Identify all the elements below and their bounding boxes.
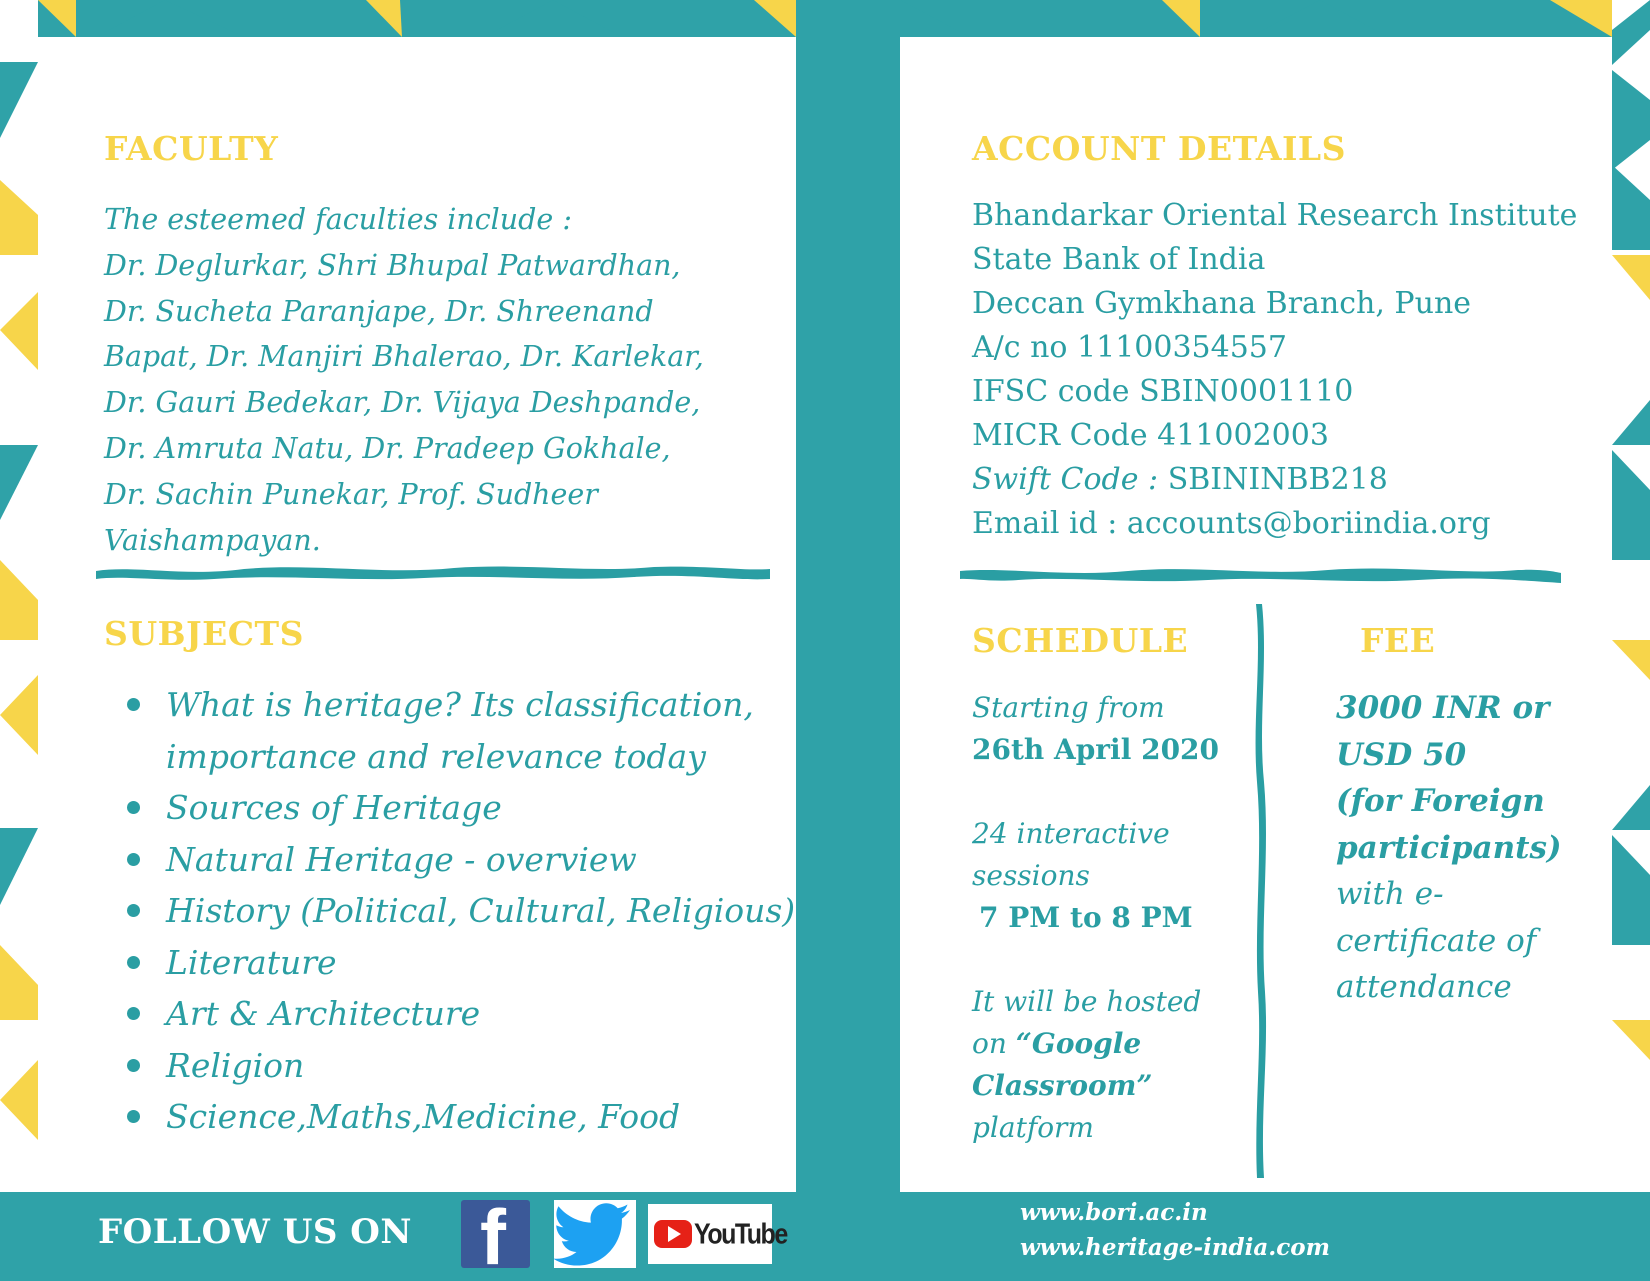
faculty-text — [104, 197, 744, 563]
follow-us-label: FOLLOW US ON — [98, 1212, 412, 1252]
list-item: What is heritage? Its classification, importance and relevance today — [96, 679, 796, 782]
fee-line: USD 50 — [1336, 736, 1467, 773]
schedule-sessions-line: sessions — [972, 859, 1090, 892]
twitter-icon[interactable] — [554, 1200, 636, 1268]
list-item: History (Political, Cultural, Religious) — [96, 885, 796, 937]
fee-details — [1336, 685, 1576, 1011]
facebook-glyph: f — [480, 1193, 506, 1281]
brush-divider — [958, 559, 1563, 589]
list-item: Sources of Heritage — [96, 782, 796, 834]
subjects-heading: SUBJECTS — [104, 614, 304, 653]
schedule-time: 7 PM to 8 PM — [979, 901, 1193, 934]
account-email: Email id : accounts@boriindia.org — [972, 506, 1491, 541]
fee-line: participants) — [1336, 829, 1562, 866]
brush-divider — [94, 557, 774, 587]
list-item: Religion — [96, 1040, 796, 1092]
fee-line: with e- — [1336, 876, 1444, 912]
faculty-line: The esteemed faculties include : — [104, 203, 572, 236]
twitter-bird-icon — [554, 1200, 636, 1268]
account-swift — [972, 458, 1577, 502]
schedule-hosted-line: platform — [972, 1111, 1094, 1144]
swift-value: SBININBB218 — [1167, 462, 1388, 497]
account-micr: MICR Code 411002003 — [972, 418, 1329, 453]
faculty-line: Dr. Sachin Punekar, Prof. Sudheer — [104, 477, 598, 511]
account-branch: Deccan Gymkhana Branch, Pune — [972, 286, 1472, 321]
bori-website-link[interactable]: www.bori.ac.in — [1020, 1199, 1208, 1226]
account-number: A/c no 11100354557 — [972, 330, 1287, 365]
right-panel — [900, 37, 1612, 1192]
schedule-hosted-line: Classroom” — [972, 1069, 1153, 1102]
bullet-icon — [127, 801, 140, 814]
fee-line: certificate of — [1336, 922, 1537, 959]
faculty-line: Vaishampayan. — [104, 523, 321, 557]
faculty-line: Dr. Deglurkar, Shri Bhupal Patwardhan, — [104, 248, 681, 282]
faculty-line: Dr. Gauri Bedekar, Dr. Vijaya Deshpande, — [104, 386, 701, 420]
schedule-heading: SCHEDULE — [972, 621, 1189, 660]
fee-line: attendance — [1336, 969, 1512, 1005]
bullet-icon — [127, 1007, 140, 1020]
fee-heading: FEE — [1360, 621, 1436, 660]
account-details — [972, 194, 1577, 546]
schedule-start-label: Starting from — [972, 691, 1165, 724]
schedule-hosted-line: on “Google — [972, 1027, 1142, 1060]
account-ifsc: IFSC code SBIN0001110 — [972, 374, 1354, 409]
vertical-brush-divider — [1250, 602, 1276, 1182]
bullet-icon — [127, 1110, 140, 1123]
fee-line: 3000 INR or — [1336, 690, 1550, 726]
heritage-website-link[interactable]: www.heritage-india.com — [1020, 1234, 1330, 1261]
bullet-icon — [127, 853, 140, 866]
facebook-icon[interactable] — [461, 1193, 530, 1281]
youtube-label: YouTube — [694, 1218, 787, 1251]
account-bank: State Bank of India — [972, 242, 1266, 277]
schedule-hosted-line: It will be hosted — [972, 985, 1202, 1018]
list-item: Art & Architecture — [96, 988, 796, 1040]
list-item: Literature — [96, 937, 796, 989]
bullet-icon — [127, 904, 140, 917]
faculty-line: Bapat, Dr. Manjiri Bhalerao, Dr. Karlekar, — [104, 340, 704, 374]
subjects-list — [96, 679, 796, 1143]
bullet-icon — [127, 956, 140, 969]
list-item: Science,Maths,Medicine, Food — [96, 1091, 796, 1143]
faculty-heading: FACULTY — [104, 129, 279, 168]
bullet-icon — [127, 698, 140, 711]
fee-line: (for Foreign — [1336, 783, 1545, 819]
account-heading: ACCOUNT DETAILS — [972, 129, 1346, 168]
bullet-icon — [127, 1059, 140, 1072]
schedule-details — [972, 687, 1222, 1149]
faculty-line: Dr. Sucheta Paranjape, Dr. Shreenand — [104, 294, 654, 328]
schedule-sessions-line: 24 interactive — [972, 817, 1170, 850]
schedule-start-date: 26th April 2020 — [972, 733, 1220, 766]
list-item: Natural Heritage - overview — [96, 834, 796, 886]
faculty-line: Dr. Amruta Natu, Dr. Pradeep Gokhale, — [104, 431, 671, 465]
left-panel — [38, 37, 796, 1192]
youtube-icon[interactable] — [648, 1204, 787, 1264]
swift-label: Swift Code : — [972, 462, 1159, 497]
account-name: Bhandarkar Oriental Research Institute — [972, 198, 1578, 233]
